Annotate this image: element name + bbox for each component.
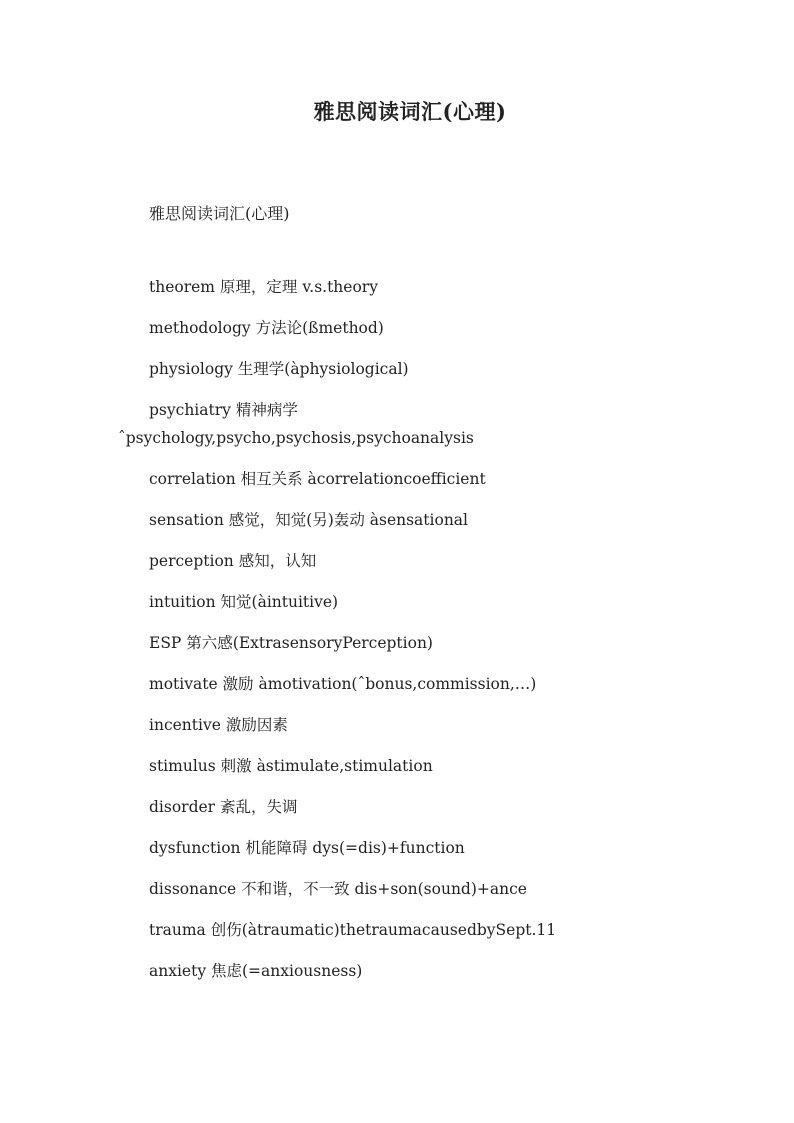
page-title: 雅思阅读词汇(心理) (313, 99, 507, 124)
entry-text: perception 感知，认知 (149, 552, 317, 570)
vocabulary-entry (149, 837, 769, 878)
entry-text: dysfunction 机能障碍 dys(=dis)+function (149, 839, 465, 857)
vocabulary-entry (118, 399, 769, 468)
entry-text: motivate 激励 àmotivation(ˆbonus,commission,…) (149, 675, 537, 693)
entry-continuation: ˆpsychology,psycho,psychosis,psychoanalysis (118, 429, 474, 447)
vocabulary-entry (149, 673, 769, 714)
entry-text: methodology 方法论(ßmethod) (149, 319, 384, 337)
entry-text: psychiatry 精神病学 (149, 401, 298, 419)
entry-text: ESP 第六感(ExtrasensoryPerception) (149, 634, 433, 652)
entry-text: physiology 生理学(àphysiological) (149, 360, 409, 378)
entry-text: sensation 感觉，知觉(另)轰动 àsensational (149, 511, 468, 529)
vocabulary-entry (149, 276, 769, 317)
vocabulary-entry (149, 919, 769, 960)
document-subtitle: 雅思阅读词汇(心理) (149, 204, 290, 223)
vocabulary-entry (149, 796, 769, 837)
entry-text: incentive 激励因素 (149, 716, 288, 734)
vocabulary-entry (149, 878, 769, 919)
entry-text: theorem 原理，定理 v.s.theory (149, 278, 378, 296)
entry-text: disorder 紊乱，失调 (149, 798, 298, 816)
vocabulary-entry (149, 960, 769, 1001)
vocabulary-entry (149, 468, 769, 509)
vocabulary-list (118, 276, 769, 1001)
entry-text: stimulus 刺激 àstimulate,stimulation (149, 757, 433, 775)
entry-text: correlation 相互关系 àcorrelationcoefficient (149, 470, 486, 488)
vocabulary-entry (149, 550, 769, 591)
vocabulary-entry (149, 358, 769, 399)
vocabulary-entry (149, 509, 769, 550)
vocabulary-entry (149, 591, 769, 632)
vocabulary-entry (149, 632, 769, 673)
entry-text: intuition 知觉(àintuitive) (149, 593, 339, 611)
entry-text: dissonance 不和谐，不一致 dis+son(sound)+ance (149, 880, 527, 898)
entry-text: trauma 创伤(àtraumatic)thetraumacausedbySept.11 (149, 921, 557, 939)
entry-text: anxiety 焦虑(=anxiousness) (149, 962, 363, 980)
vocabulary-entry (149, 755, 769, 796)
vocabulary-entry (149, 317, 769, 358)
vocabulary-entry (149, 714, 769, 755)
